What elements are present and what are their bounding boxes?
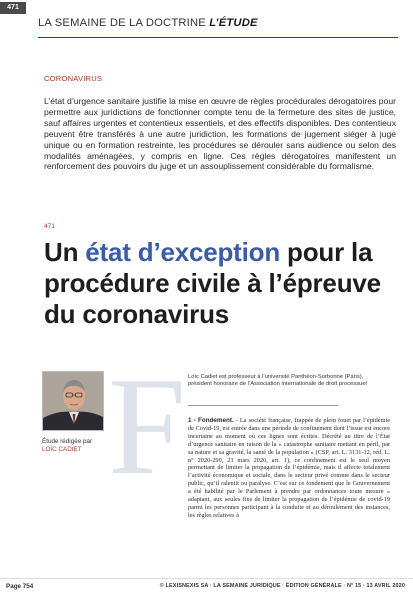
body-text: - La société française, frappée de plein fouet par l’épidémie de Covid-19, est entrée dans une période de confinement dont l’issue est encore incertaine au moment où ces lignes sont écrites. Décrété au titre de l’État d’urgence sanitaire en raison de la « catastrophe sanitaire mettant en péril, par sa nature et sa gravité, la santé de la population » (CSP, art. L. 3131-12, réd. L. n° 2020-290, 23 mars 2020, art. 1), ce confinement est le seul moyen permettant de limiter la propagation de l’épidémie, mais il affecte totalement l’activité économique et sociale, dans le secteur privé comme dans le secteur public, qu’il ralentit ou paralyse. C’est sur ce fondement que le Gouvernement a été habilité par le Parlement à prendre par ordonnances toute mesure « adaptant, aux seules fins de limiter la propagation de l’épidémie de covid-19 parmi les personnes participant à la conduite et au déroulement des instances, les règles relatives à bbox=[188, 417, 391, 519]
author-photo bbox=[42, 371, 104, 431]
author-name: LOÏC CADIET bbox=[42, 446, 82, 454]
drop-letter-decoration: F bbox=[108, 349, 186, 504]
footer-divider bbox=[0, 578, 413, 579]
title-part2: pour la procédure civile à l’épreuve du coronavirus bbox=[44, 237, 381, 329]
top-bar bbox=[0, 0, 413, 14]
article-abstract: L’état d’urgence sanitaire justifie la mise en œuvre de règles procédurales dérogatoires pour permettre aux juridictions de fonctionner compte tenu de la fermeture des sites de justice, sauf affaires urgentes et contentieux essentiels, et des effectifs disponibles. Des contentieux peuvent être transférés à une autre juridiction, les formations de jugement siéger à juge unique ou en formation restreinte, les procédures se dérouler sans audience ou selon des modalités aménagées, y compris en ligne. Ces règles dérogatoires manifestent un renforcement des pouvoirs du juge et un assouplissement considérable du formalisme. bbox=[44, 96, 396, 172]
rubric-section: L’ÉTUDE bbox=[209, 17, 258, 29]
author-bio: Loïc Cadiet est professeur à l’université Panthéon-Sorbonne (Paris), président honoraire de l’Association internationale de droit processuel bbox=[188, 374, 367, 388]
article-category: CORONAVIRUS bbox=[44, 74, 103, 83]
author-portrait-image bbox=[43, 372, 104, 431]
title-part1: Un bbox=[44, 237, 86, 267]
bio-separator bbox=[188, 405, 338, 406]
rubric-header bbox=[38, 17, 258, 29]
footer-credit: © LEXISNEXIS SA · LA SEMAINE JURIDIQUE · ÉDITION GÉNÉRALE · N° 15 · 13 AVRIL 2020 bbox=[159, 583, 405, 589]
body-lead: 1 - Fondement. bbox=[188, 417, 234, 424]
article-body bbox=[188, 417, 390, 520]
page-number: Page 754 bbox=[6, 583, 34, 590]
header-number-badge: 471 bbox=[0, 2, 26, 14]
rubric-divider bbox=[38, 37, 398, 38]
author-caption bbox=[42, 438, 92, 454]
title-accent: état d’exception bbox=[85, 237, 281, 267]
article-number: 471 bbox=[44, 223, 55, 230]
article-title bbox=[44, 237, 384, 330]
rubric-prefix: LA SEMAINE DE LA DOCTRINE bbox=[38, 17, 206, 29]
caption-line: Étude rédigée par bbox=[42, 438, 93, 445]
